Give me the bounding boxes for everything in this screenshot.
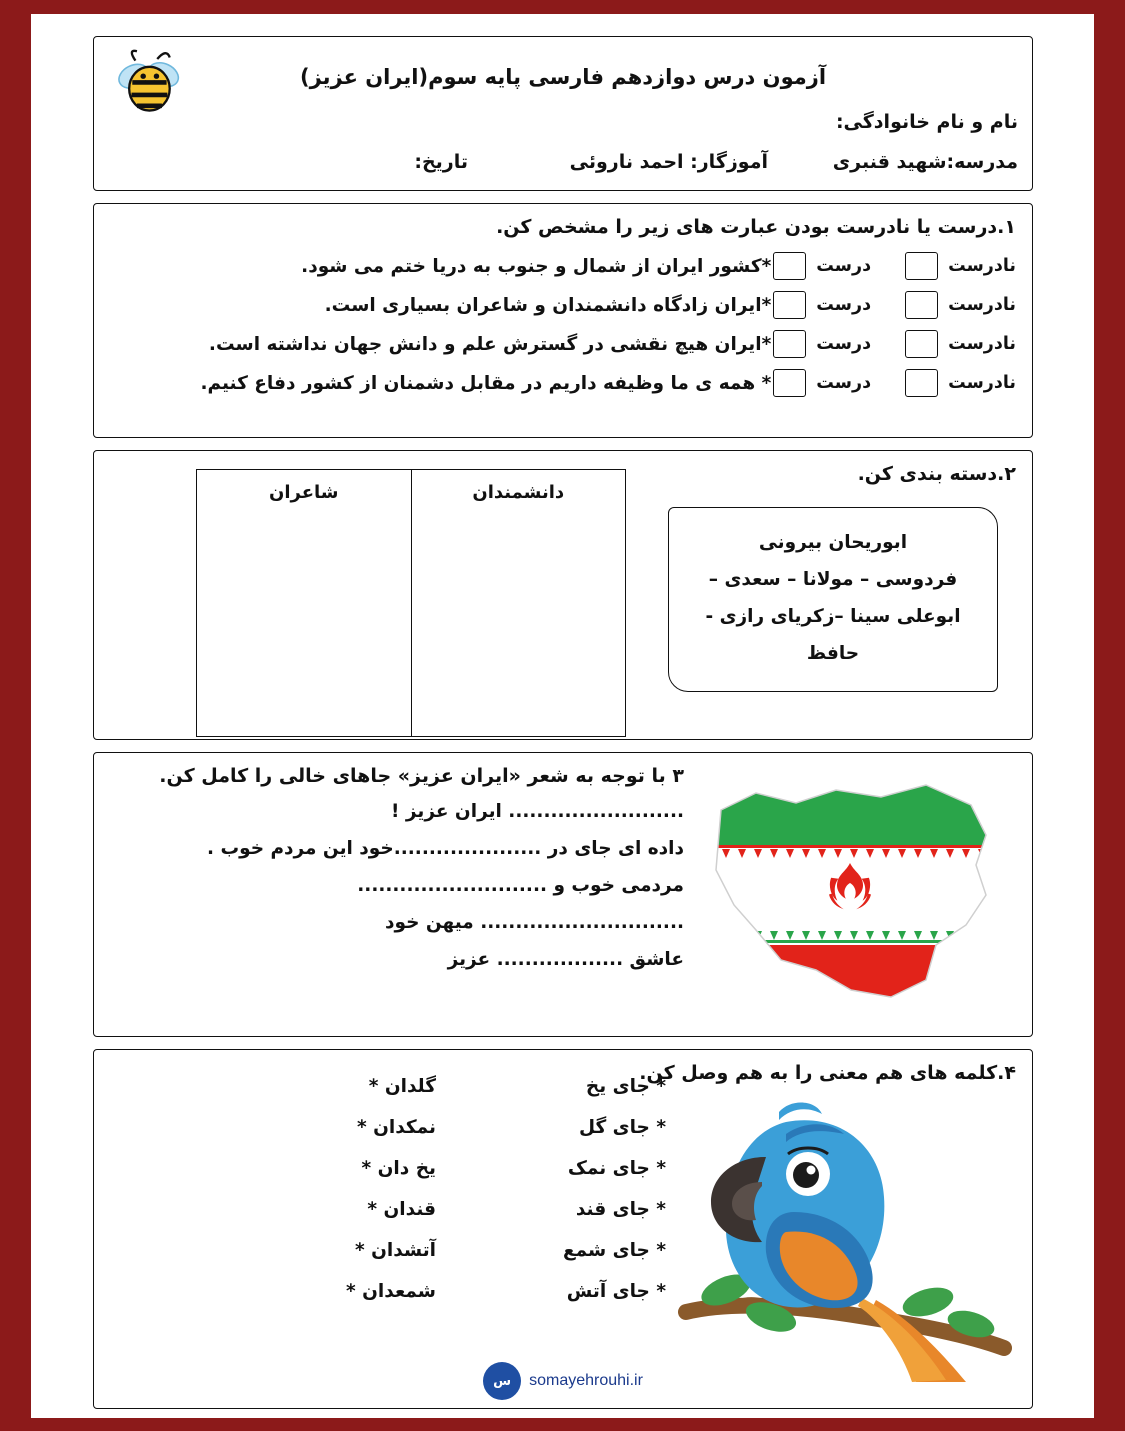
- parrot-image: [666, 1062, 1016, 1386]
- header-info-row: [108, 151, 1018, 173]
- q3-inner: [110, 765, 1016, 1029]
- q1-checkbox-true-4[interactable]: [773, 369, 806, 397]
- q4-left-item-1[interactable]: گلدان *: [368, 1076, 436, 1097]
- q3-text-block: [110, 765, 686, 1029]
- q4-left-item-3[interactable]: یخ دان *: [361, 1158, 436, 1179]
- q1-statement-2: *ایران زادگاه دانشمندان و شاعران بسیاری است.: [324, 294, 772, 316]
- question-1-row: [110, 330, 1016, 358]
- q4-right-item-3[interactable]: * جای نمک: [567, 1158, 666, 1179]
- question-3-box: [93, 752, 1033, 1037]
- q1-label-true-1: درست: [816, 256, 872, 276]
- q1-options-group: [773, 369, 1016, 397]
- worksheet-sheet: [93, 36, 1033, 1398]
- header-box: [93, 36, 1033, 191]
- question-1-box: [93, 203, 1033, 438]
- q2-right-side: [626, 463, 1016, 692]
- q1-options-group: [773, 330, 1016, 358]
- site-logo-icon: س: [483, 1362, 521, 1400]
- q4-right-item-6[interactable]: * جای آتش: [566, 1281, 666, 1302]
- q1-label-true-4: درست: [816, 373, 872, 393]
- worksheet-page: [31, 14, 1094, 1418]
- question-4-box: [93, 1049, 1033, 1409]
- footer: [94, 1362, 1032, 1400]
- q2-column-poets: شاعران: [269, 482, 339, 503]
- q1-option-false-1[interactable]: [905, 252, 1016, 280]
- q2-word-line-3: ابوعلی سینا –زکریای رازی -: [705, 606, 961, 627]
- q2-word-line-4: حافظ: [806, 643, 860, 664]
- q1-label-true-2: درست: [816, 295, 872, 315]
- q2-word-bank: [668, 507, 998, 692]
- q1-options-group: [773, 291, 1016, 319]
- teacher-label: آموزگار: احمد ناروئی: [569, 151, 768, 173]
- q4-right-item-4[interactable]: * جای قند: [575, 1199, 666, 1220]
- q1-label-false-2: نادرست: [948, 295, 1016, 315]
- q1-label-true-3: درست: [816, 334, 872, 354]
- q4-right-item-5[interactable]: * جای شمع: [562, 1240, 666, 1261]
- student-name-label: نام و نام خانوادگی:: [835, 111, 1018, 133]
- q4-left-item-2[interactable]: نمکدان *: [356, 1117, 436, 1138]
- school-label: مدرسه:شهید قنبری: [832, 151, 1018, 173]
- q1-checkbox-true-3[interactable]: [773, 330, 806, 358]
- q1-label-false-4: نادرست: [948, 373, 1016, 393]
- q1-label-false-1: نادرست: [948, 256, 1016, 276]
- q1-checkbox-false-3[interactable]: [905, 330, 938, 358]
- q1-option-true-3[interactable]: [773, 330, 871, 358]
- q4-left-item-4[interactable]: قندان *: [367, 1199, 436, 1220]
- question-3-title: ۳ با توجه به شعر «ایران عزیز» جاهای خالی را کامل کن.: [159, 765, 684, 787]
- q4-right-item-2[interactable]: * جای گل: [578, 1117, 666, 1138]
- iran-map-flag-image: [686, 765, 1016, 1029]
- q2-word-line-2: فردوسی – مولانا – سعدی –: [708, 569, 958, 590]
- q1-checkbox-false-2[interactable]: [905, 291, 938, 319]
- q1-checkbox-true-2[interactable]: [773, 291, 806, 319]
- iran-map-svg: [686, 765, 1016, 1025]
- q2-word-line-1: ابوریحان بیرونی: [758, 532, 908, 553]
- q1-checkbox-false-1[interactable]: [905, 252, 938, 280]
- q1-options-group: [773, 252, 1016, 280]
- q1-statement-4: * همه ی ما وظیفه داریم در مقابل دشمنان از کشور دفاع کنیم.: [200, 372, 772, 394]
- page-title: آزمون درس دوازدهم فارسی پایه سوم(ایران عزیز): [299, 65, 827, 89]
- q1-option-true-1[interactable]: [773, 252, 871, 280]
- bee-icon: [112, 45, 190, 123]
- q1-option-true-4[interactable]: [773, 369, 871, 397]
- q3-line-5[interactable]: عاشق .................. عزیز: [447, 949, 684, 970]
- question-2-title: ۲.دسته بندی کن.: [857, 463, 1016, 485]
- q1-option-false-2[interactable]: [905, 291, 1016, 319]
- q1-option-true-2[interactable]: [773, 291, 871, 319]
- q3-line-2[interactable]: داده ای جای در .....................خود این مردم خوب .: [207, 838, 684, 859]
- q3-line-3[interactable]: مردمی خوب و ...........................: [357, 875, 684, 896]
- q2-inner: [110, 463, 1016, 737]
- q4-inner: [110, 1062, 1016, 1386]
- q4-left-item-6[interactable]: شمعدان *: [346, 1281, 436, 1302]
- q1-statement-1: *کشور ایران از شمال و جنوب به دریا ختم می شود.: [301, 255, 772, 277]
- question-4-title: ۴.کلمه های هم معنی را به هم وصل کن.: [639, 1062, 1016, 1084]
- q4-match-columns: [110, 1062, 1016, 1386]
- question-1-row: [110, 369, 1016, 397]
- q3-line-1[interactable]: ......................... ایران عزیز !: [391, 801, 684, 822]
- q2-answer-table[interactable]: [196, 469, 626, 737]
- q4-right-column: [436, 1076, 666, 1386]
- q1-statement-3: *ایران هیچ نقشی در گسترش علم و دانش جهان نداشته است.: [208, 333, 772, 355]
- q4-left-item-5[interactable]: آتشدان *: [354, 1240, 436, 1261]
- q1-option-false-4[interactable]: [905, 369, 1016, 397]
- q1-checkbox-true-1[interactable]: [773, 252, 806, 280]
- question-1-title: ۱.درست یا نادرست بودن عبارت های زیر را مشخص کن.: [496, 216, 1016, 238]
- q4-right-item-1[interactable]: * جای یخ: [585, 1076, 666, 1097]
- question-2-box: [93, 450, 1033, 740]
- q1-label-false-3: نادرست: [948, 334, 1016, 354]
- question-1-row: [110, 291, 1016, 319]
- q1-checkbox-false-4[interactable]: [905, 369, 938, 397]
- q2-column-scientists: دانشمندان: [411, 470, 626, 736]
- question-1-row: [110, 252, 1016, 280]
- parrot-svg: [666, 1062, 1016, 1382]
- q3-line-4[interactable]: ............................. میهن خود: [385, 912, 684, 933]
- date-label: تاریخ:: [414, 151, 468, 173]
- site-url[interactable]: somayehrouhi.ir: [529, 1372, 643, 1389]
- q1-option-false-3[interactable]: [905, 330, 1016, 358]
